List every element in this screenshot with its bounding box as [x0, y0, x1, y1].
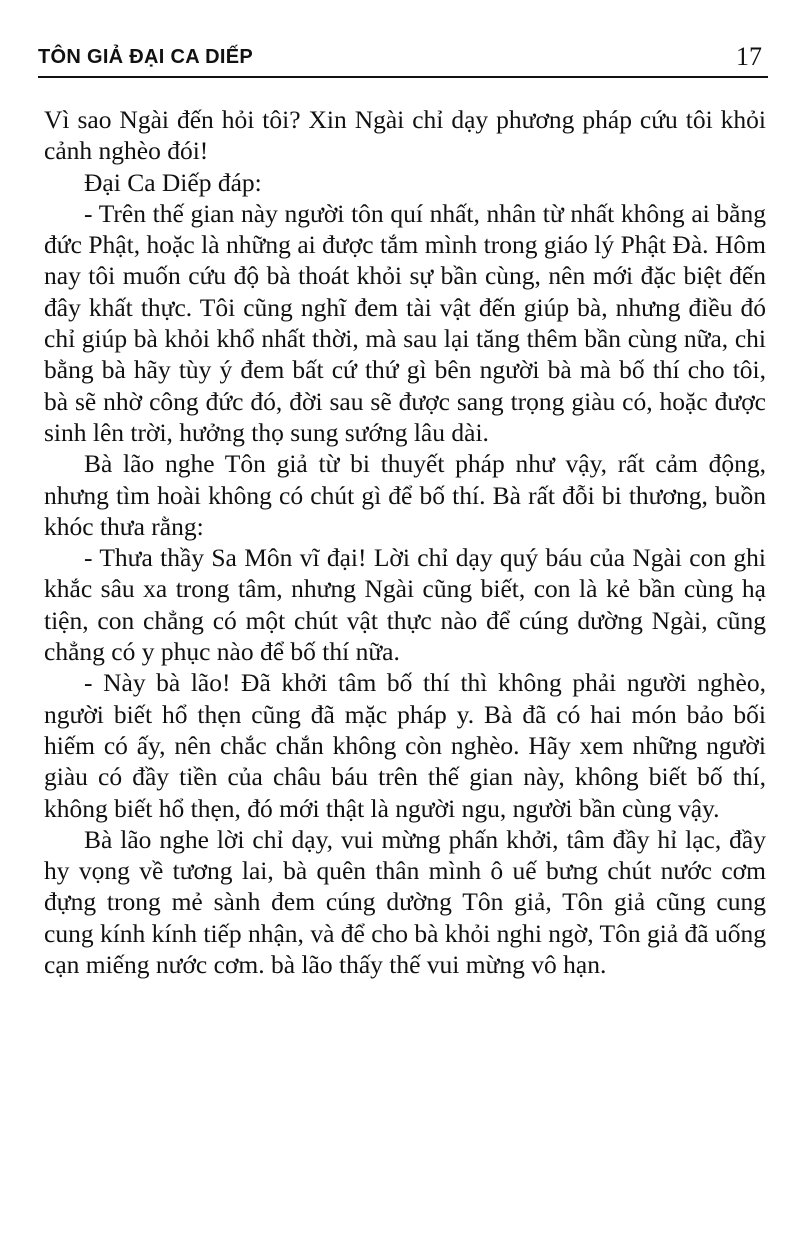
paragraph: - Trên thế gian này người tôn quí nhất, nhân từ nhất không ai bằng đức Phật, hoặc là những ai được tắm mình trong giáo lý Phật Đà. Hôm nay tôi muốn cứu độ bà thoát khỏi sự bần cùng, nên mới đặc biệt đến đây khất thực. Tôi cũng nghĩ đem tài vật đến giúp bà, nhưng điều đó chỉ giúp bà khỏi khổ nhất thời, mà sau lại tăng thêm bần cùng nữa, chi bằng bà hãy tùy ý đem bất cứ thứ gì bên người bà mà bố thí cho tôi, bà sẽ nhờ công đức đó, đời sau sẽ được sang trọng giàu có, hoặc được sinh lên trời, hưởng thọ sung sướng lâu dài. [44, 198, 766, 447]
paragraph: - Này bà lão! Đã khởi tâm bố thí thì không phải người nghèo, người biết hổ thẹn cũng đã mặc pháp y. Bà đã có hai món bảo bối hiếm có ấy, nên chắc chắn không còn nghèo. Hãy xem những người giàu có đầy tiền của châu báu trên thế gian này, không biết bố thí, không biết hổ thẹn, đó mới thật là người ngu, người bần cùng vậy. [44, 668, 766, 823]
page-number: 17 [736, 42, 762, 71]
running-header [38, 40, 768, 78]
paragraph: Bà lão nghe lời chỉ dạy, vui mừng phấn khởi, tâm đầy hỉ lạc, đầy hy vọng về tương lai, bà quên thân mình ô uế bưng chút nước cơm đựng trong mẻ sành đem cúng dường Tôn giả, Tôn giả cũng cung cung kính kính tiếp nhận, và để cho bà khỏi nghi ngờ, Tôn giả đã uống cạn miếng nước cơm. bà lão thấy thế vui mừng vô hạn. [44, 824, 766, 980]
body-text [44, 104, 766, 980]
paragraph: - Thưa thầy Sa Môn vĩ đại! Lời chỉ dạy quý báu của Ngài con ghi khắc sâu xa trong tâm, nhưng Ngài cũng biết, con là kẻ bần cùng hạ tiện, con chẳng có một chút vật thực nào để cúng dường Ngài, cũng chẳng có y phục nào để bố thí nữa. [44, 543, 766, 667]
chapter-title: TÔN GIẢ ĐẠI CA DIẾP [38, 46, 253, 68]
paragraph-continuation: Vì sao Ngài đến hỏi tôi? Xin Ngài chỉ dạy phương pháp cứu tôi khỏi cảnh nghèo đói! [44, 105, 766, 166]
paragraph: Đại Ca Diếp đáp: [84, 167, 262, 197]
paragraph: Bà lão nghe Tôn giả từ bi thuyết pháp như vậy, rất cảm động, nhưng tìm hoài không có chút gì để bố thí. Bà rất đỗi bi thương, buồn khóc thưa rằng: [44, 449, 766, 541]
